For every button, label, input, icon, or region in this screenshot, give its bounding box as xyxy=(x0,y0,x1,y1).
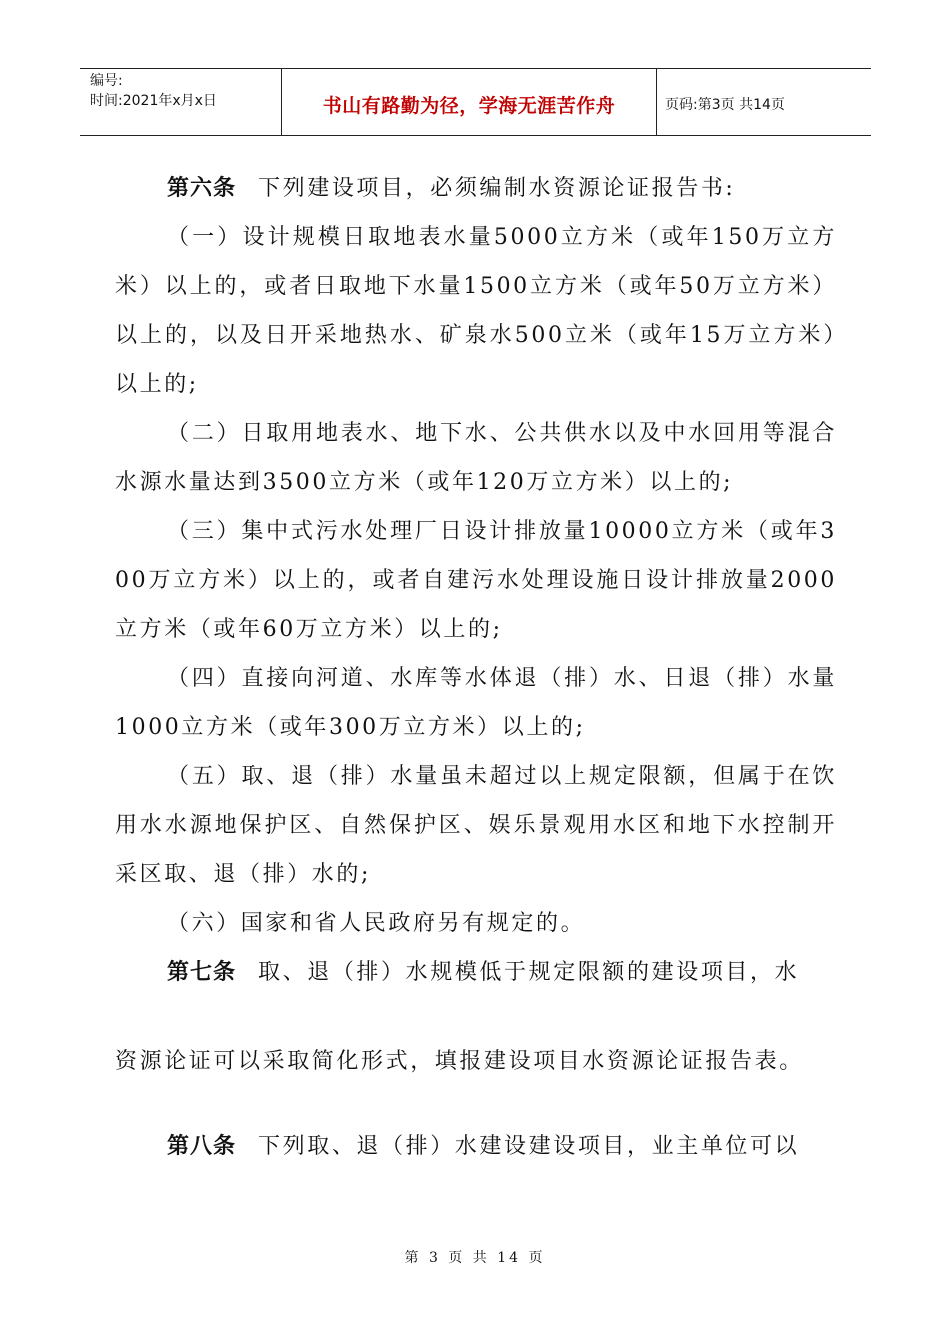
article-7 xyxy=(115,948,837,997)
page-footer: 第 3 页 共 14 页 xyxy=(404,1250,546,1266)
item-6: （六）国家和省人民政府另有规定的。 xyxy=(167,911,586,936)
header-motto-cell xyxy=(282,69,657,135)
item-5: （五）取、退（排）水量虽未超过以上规定限额，但属于在饮用水水源地保护区、自然保护区、娱乐景观用水区和地下水控制开采区取、退（排）水的; xyxy=(115,764,837,887)
article-8-title: 第八条 xyxy=(167,1134,237,1159)
page-header xyxy=(80,68,871,136)
article-8 xyxy=(115,1122,837,1171)
article-6-title: 第六条 xyxy=(167,176,237,201)
article-6 xyxy=(115,164,837,213)
item-1: （一）设计规模日取地表水量5000立方米（或年150万立方米）以上的，或者日取地下水量1500立方米（或年50万立方米）以上的，以及日开采地热水、矿泉水500立米（或年15万立方米）以上的; xyxy=(115,225,837,397)
header-motto: 书山有路勤为径，学海无涯苦作舟 xyxy=(322,94,616,117)
document-body xyxy=(115,164,837,1171)
item-2: （二）日取用地表水、地下水、公共供水以及中水回用等混合水源水量达到3500立方米（或年120万立方米）以上的; xyxy=(115,421,837,495)
article-7-continuation: 资源论证可以采取简化形式，填报建设项目水资源论证报告表。 xyxy=(115,1049,804,1074)
header-page-info: 页码:第3页 共14页 xyxy=(665,97,785,113)
article-7-text-line1: 取、退（排）水规模低于规定限额的建设项目，水 xyxy=(258,960,800,985)
document-number-label: 编号: xyxy=(90,73,123,89)
article-6-text: 下列建设项目，必须编制水资源论证报告书: xyxy=(258,176,736,201)
item-4: （四）直接向河道、水库等水体退（排）水、日退（排）水量1000立方米（或年300万立方米）以上的; xyxy=(115,666,837,740)
article-7-title: 第七条 xyxy=(167,960,237,985)
article-8-text: 下列取、退（排）水建设建设项目，业主单位可以 xyxy=(258,1134,800,1159)
item-3: （三）集中式污水处理厂日设计排放量10000立方米（或年300万立方米）以上的，或者自建污水处理设施日设计排放量2000立方米（或年60万立方米）以上的; xyxy=(115,519,837,642)
header-meta xyxy=(80,69,282,135)
document-time-label: 时间:2021年x月x日 xyxy=(90,93,217,109)
